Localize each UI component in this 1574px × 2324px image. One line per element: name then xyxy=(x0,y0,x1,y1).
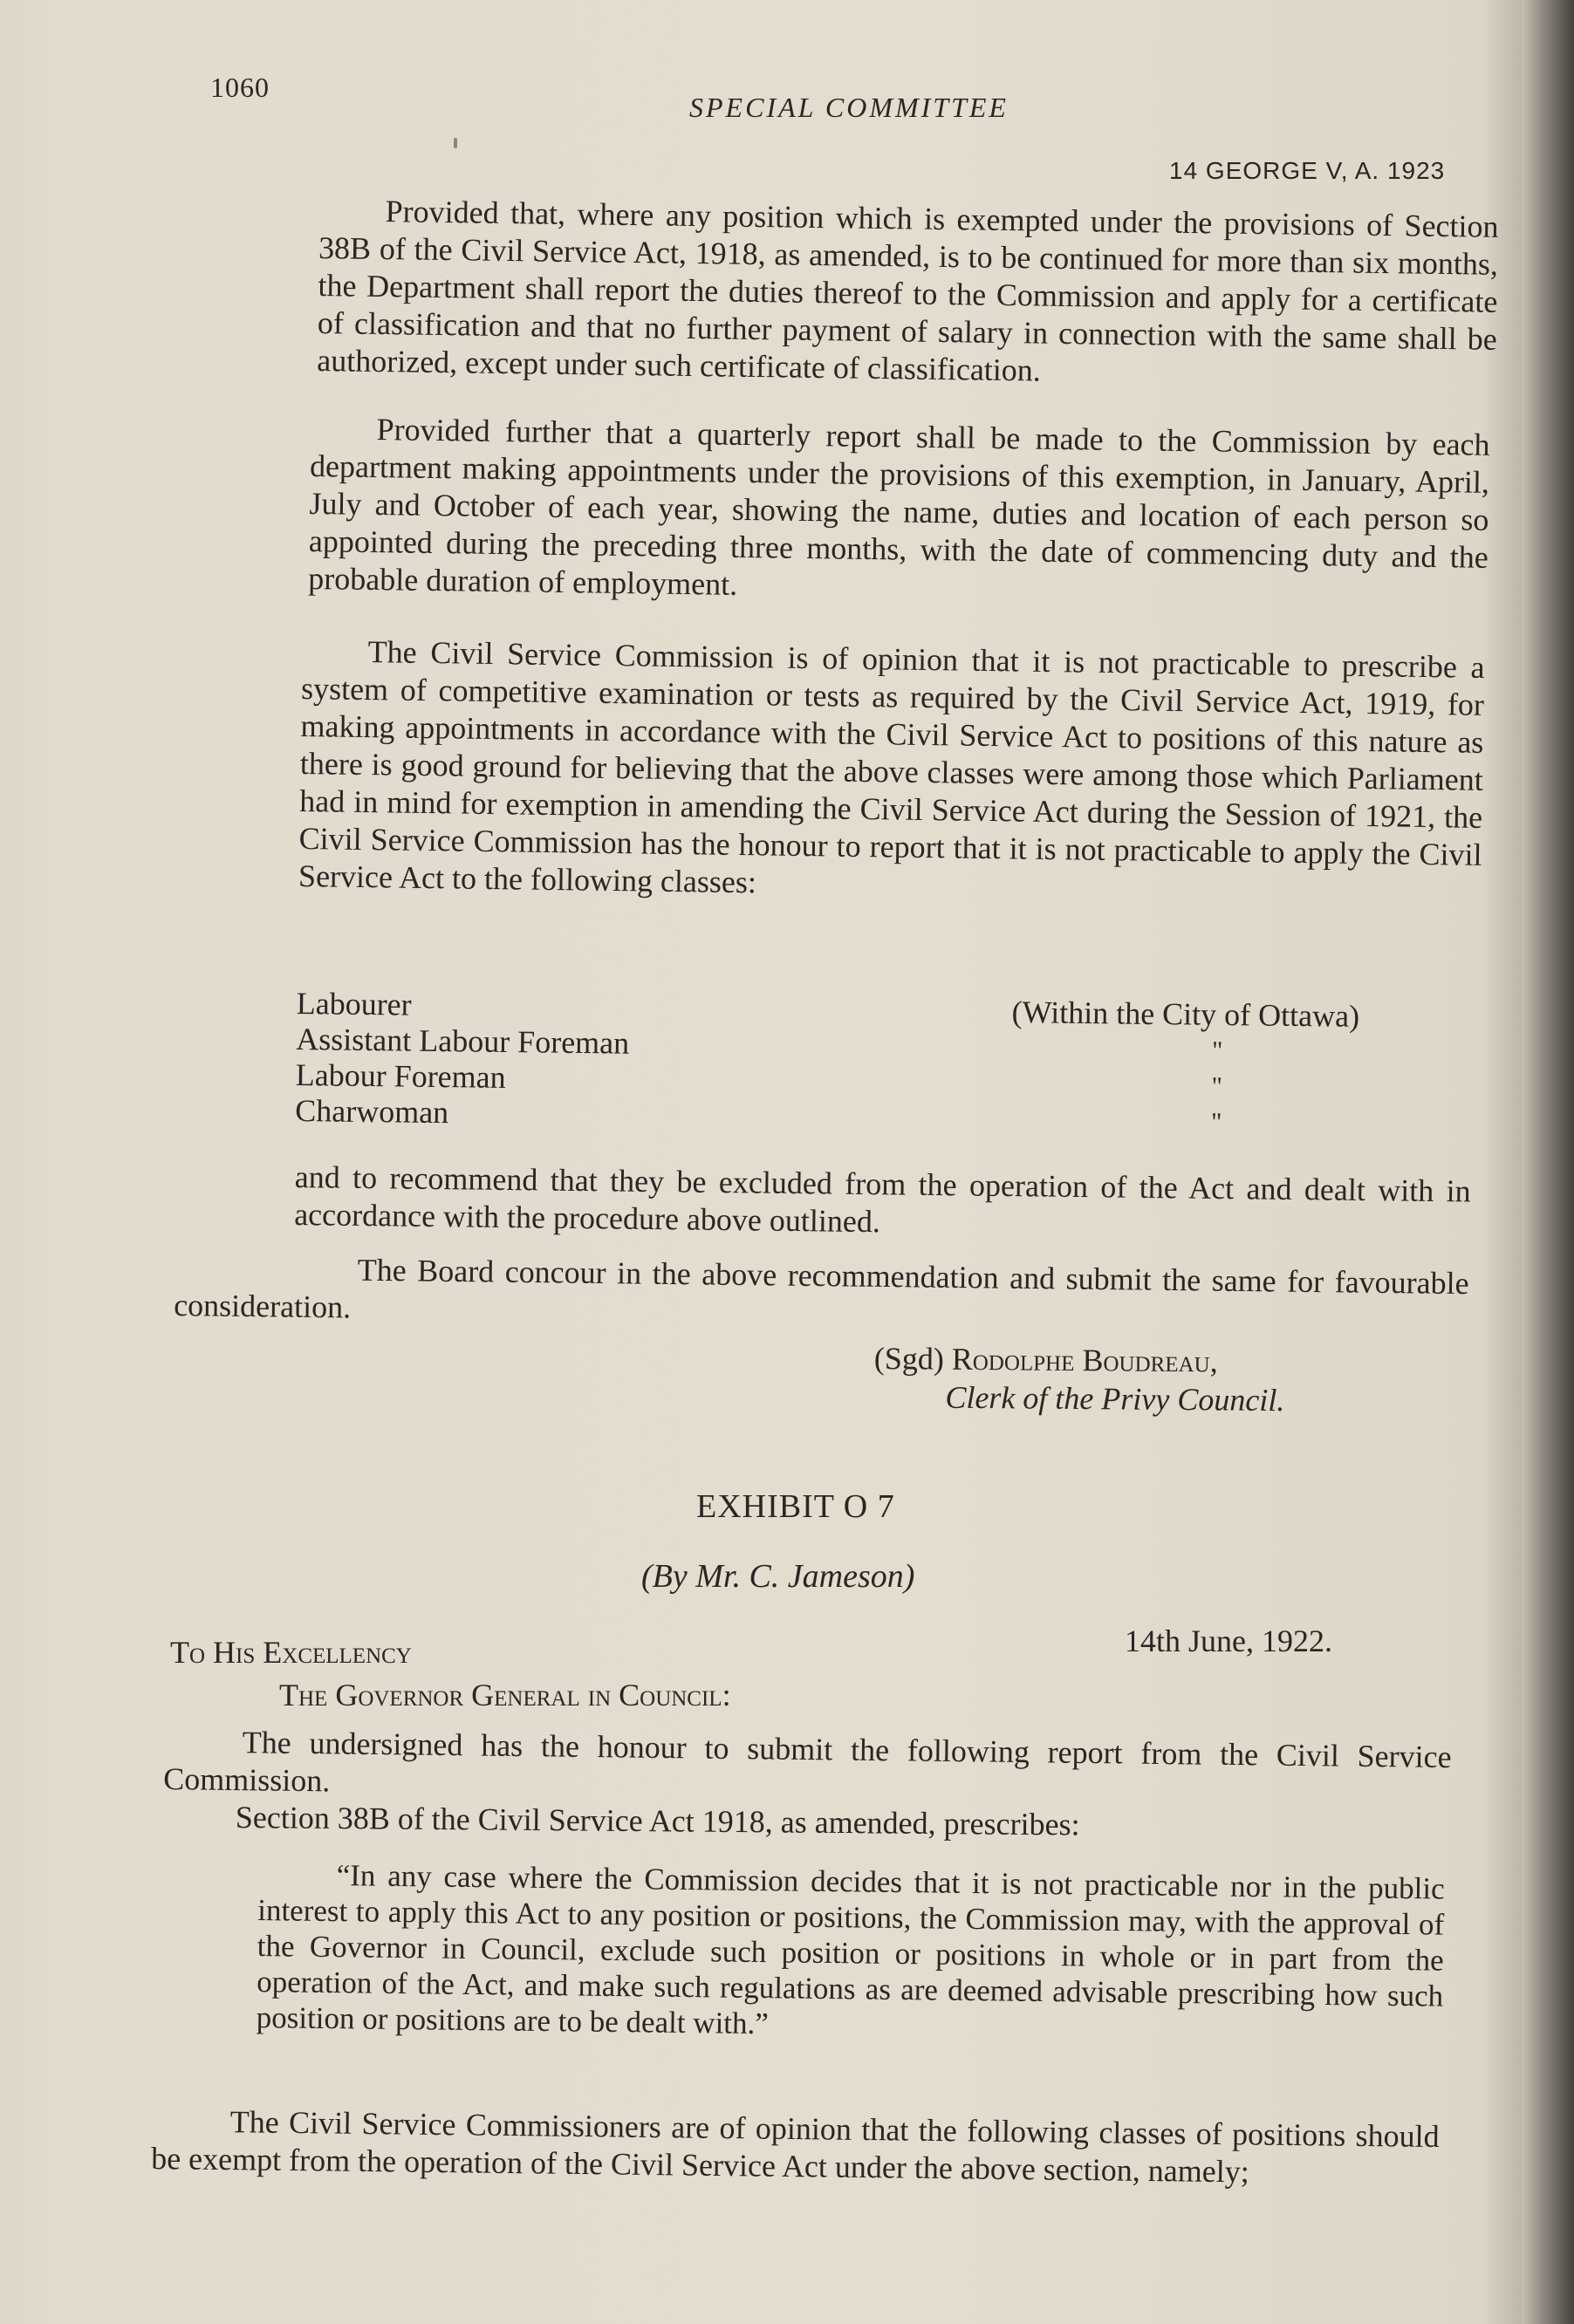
signatory-title: Clerk of the Privy Council. xyxy=(945,1379,1285,1418)
addressee-line-1: To His Excellency xyxy=(170,1635,412,1670)
book-spine-shadow xyxy=(1522,0,1574,2324)
exhibit-byline: (By Mr. C. Jameson) xyxy=(641,1558,915,1595)
class-location: (Within the City of Ottawa) xyxy=(1011,995,1360,1034)
paragraph-section-reference: Section 38B of the Civil Service Act 1918, as amended, prescribes: xyxy=(235,1800,1080,1842)
paragraph-board-concurrence: The Board concour in the above recommendation and submit the same for favourable consideration. xyxy=(173,1252,1469,1325)
ditto-mark: " xyxy=(1210,1107,1222,1137)
paragraph-proviso-quarterly-report: Provided further that a quarterly report shall be made to the Commission by each department making appointments under the provisions of this exemption, in January, April, July and October of each year, showing the name, duties and location of each person so appointed during the preceding three months, with the date of commencing duty and the probable duration of employment. xyxy=(308,412,1490,602)
ditto-mark: " xyxy=(1211,1071,1223,1101)
class-name: Assistant Labour Foreman xyxy=(296,1021,630,1061)
signature-prefix: (Sgd) xyxy=(873,1340,944,1377)
exhibit-heading: EXHIBIT O 7 xyxy=(696,1488,895,1525)
signatory-name: Rodolphe Boudreau, xyxy=(951,1341,1218,1379)
paragraph-recommendation: and to recommend that they be excluded from the operation of the Act and dealt with in accordance with the procedure above outlined. xyxy=(293,1159,1471,1240)
paragraph-submission: The undersigned has the honour to submit the following report from the Civil Service Commission. xyxy=(162,1725,1452,1799)
class-name: Charwoman xyxy=(295,1092,449,1131)
paragraph-proviso-certificate: Provided that, where any position which is exempted under the provisions of Section 38B of the Civil Service Act, 1918, as amended, is to be continued for more than six months, the Department shall report the duties thereof to the Commission and apply for a certificate of classification and that no further payment of salary in connection with the same shall be authorized, except under such certificate of classification. xyxy=(317,194,1499,388)
paragraph-commission-opinion: The Civil Service Commission is of opinion that it is not practicable to prescribe a system of competitive examination or tests as required by the Civil Service Act, 1919, for making appointments in accordance with the Civil Service Act to positions of this nature as there is good ground for believing that the above classes were among those which Parliament had in mind for exemption in amending the Civil Service Act during the Session of 1921, the Civil Service Commission has the honour to report that it is not practicable to apply the Civil Service Act to the following classes: xyxy=(298,634,1485,900)
running-title: SPECIAL COMMITTEE xyxy=(689,92,1009,123)
block-quote: “In any case where the Commission decides that it is not practicable nor in the public interest to apply this Act to any position or positions, the Commission may, with the approval of the Governor in Council, exclude such position or positions in whole or in part from the operation of the Act, and make such regulations as are deemed advisable prescribing how such position or positions are to be dealt with.” xyxy=(256,1858,1445,2041)
ditto-mark: " xyxy=(1211,1036,1223,1065)
addressee-line-2: The Governor General in Council: xyxy=(279,1678,731,1712)
print-speck xyxy=(454,138,457,148)
signature-block xyxy=(873,1339,1285,1419)
classes-list xyxy=(295,986,1483,1144)
class-name: Labour Foreman xyxy=(295,1056,506,1095)
page-number: 1060 xyxy=(210,72,270,103)
session-reference: 14 GEORGE V, A. 1923 xyxy=(1169,157,1446,184)
paragraph-commissioners-opinion: The Civil Service Commissioners are of opinion that the following classes of positions should be exempt from the operation of the Civil Service Act under the above section, namely; xyxy=(150,2104,1440,2190)
letter-date: 14th June, 1922. xyxy=(1125,1623,1332,1658)
class-name: Labourer xyxy=(296,986,412,1022)
